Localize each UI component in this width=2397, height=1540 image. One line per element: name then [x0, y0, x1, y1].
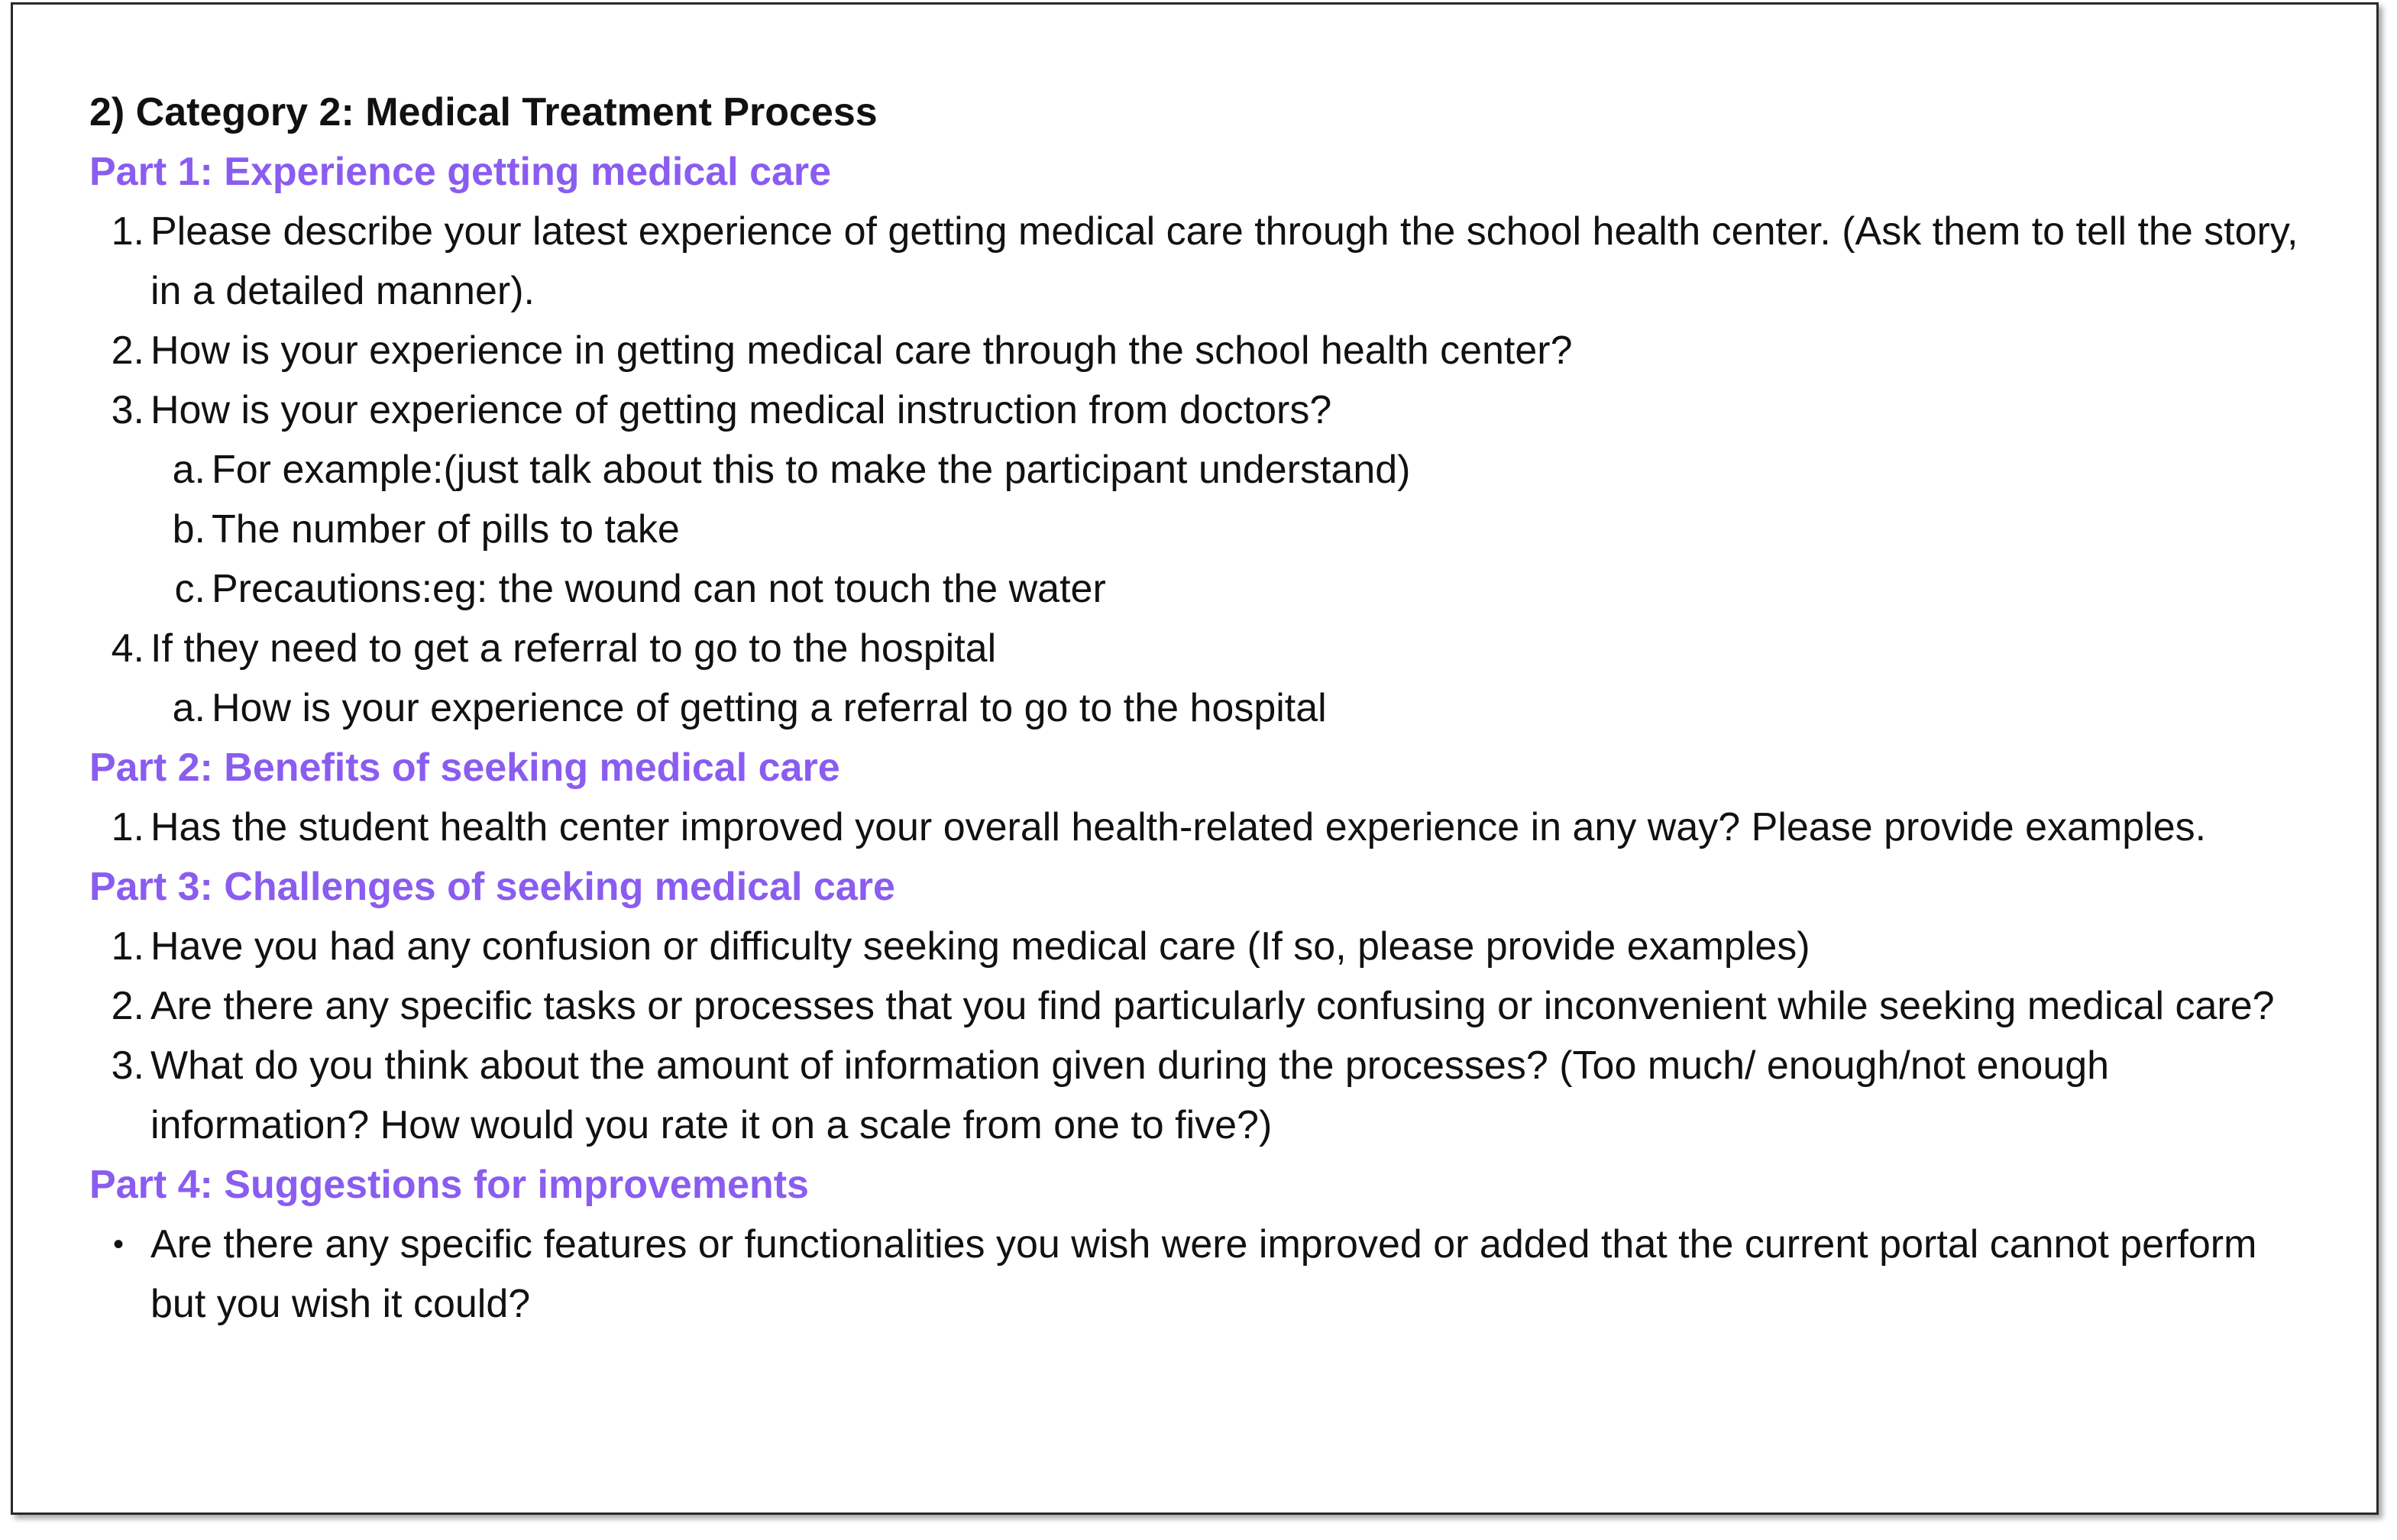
- part-1-heading: Part 1: Experience getting medical care: [89, 150, 832, 194]
- list-item: [89, 976, 2305, 1036]
- sub-list-item-text: The number of pills to take: [212, 507, 680, 552]
- list-item-text: How is your experience of getting medical instruction from doctors?: [150, 388, 1332, 432]
- list-marker: 4.: [111, 626, 144, 671]
- sub-list-item: [89, 500, 2305, 559]
- part-2-heading: Part 2: Benefits of seeking medical care: [89, 746, 840, 790]
- sub-list-item-text: For example:(just talk about this to make the participant understand): [212, 448, 1411, 492]
- sub-list-item-text: Precautions:eg: the wound can not touch the water: [212, 567, 1106, 611]
- bullet-item: [89, 1215, 2305, 1334]
- list-marker: 1.: [111, 209, 144, 254]
- list-item: [89, 619, 2305, 678]
- list-item-text: Please describe your latest experience of getting medical care through the school health center. (Ask them to tell the story, in a detailed manner).: [150, 209, 2298, 313]
- sub-list-item: [89, 559, 2305, 619]
- list-marker: 3.: [111, 388, 144, 432]
- sub-list-marker: a.: [172, 686, 205, 730]
- sub-list-marker: b.: [172, 507, 205, 552]
- list-item: [89, 917, 2305, 976]
- list-marker: 2.: [111, 328, 144, 373]
- document-content: [89, 82, 2305, 1334]
- list-marker: 1.: [111, 805, 144, 849]
- part-3-heading: Part 3: Challenges of seeking medical care: [89, 865, 895, 909]
- bullet-marker: •: [112, 1228, 124, 1261]
- list-item: [89, 380, 2305, 440]
- list-item: [89, 798, 2305, 857]
- sub-list-marker: a.: [172, 448, 205, 492]
- page-title: 2) Category 2: Medical Treatment Process: [89, 90, 878, 134]
- list-item: [89, 1036, 2305, 1155]
- list-item-text: What do you think about the amount of information given during the processes? (Too much/ enough/not enough information? How would you rate it on a scale from one to five?): [150, 1043, 2110, 1147]
- sub-list-item-text: How is your experience of getting a referral to go to the hospital: [212, 686, 1327, 730]
- list-item-text: Has the student health center improved your overall health-related experience in any way? Please provide examples.: [150, 805, 2207, 849]
- list-item-text: Are there any specific tasks or processes that you find particularly confusing or inconvenient while seeking medical care?: [150, 984, 2275, 1028]
- list-item: [89, 321, 2305, 380]
- list-marker: 1.: [111, 924, 144, 969]
- list-marker: 3.: [111, 1043, 144, 1088]
- list-item-text: If they need to get a referral to go to the hospital: [150, 626, 997, 671]
- sub-list-item: [89, 678, 2305, 738]
- part-4-heading: Part 4: Suggestions for improvements: [89, 1163, 809, 1207]
- list-item-text: How is your experience in getting medical care through the school health center?: [150, 328, 1573, 373]
- list-item-text: Have you had any confusion or difficulty seeking medical care (If so, please provide examples): [150, 924, 1810, 969]
- sub-list-marker: c.: [174, 567, 205, 611]
- list-item: [89, 202, 2305, 321]
- document-frame: [11, 2, 2379, 1515]
- list-marker: 2.: [111, 984, 144, 1028]
- bullet-item-text: Are there any specific features or functionalities you wish were improved or added that the current portal cannot perform but you wish it could?: [150, 1222, 2257, 1326]
- sub-list-item: [89, 440, 2305, 500]
